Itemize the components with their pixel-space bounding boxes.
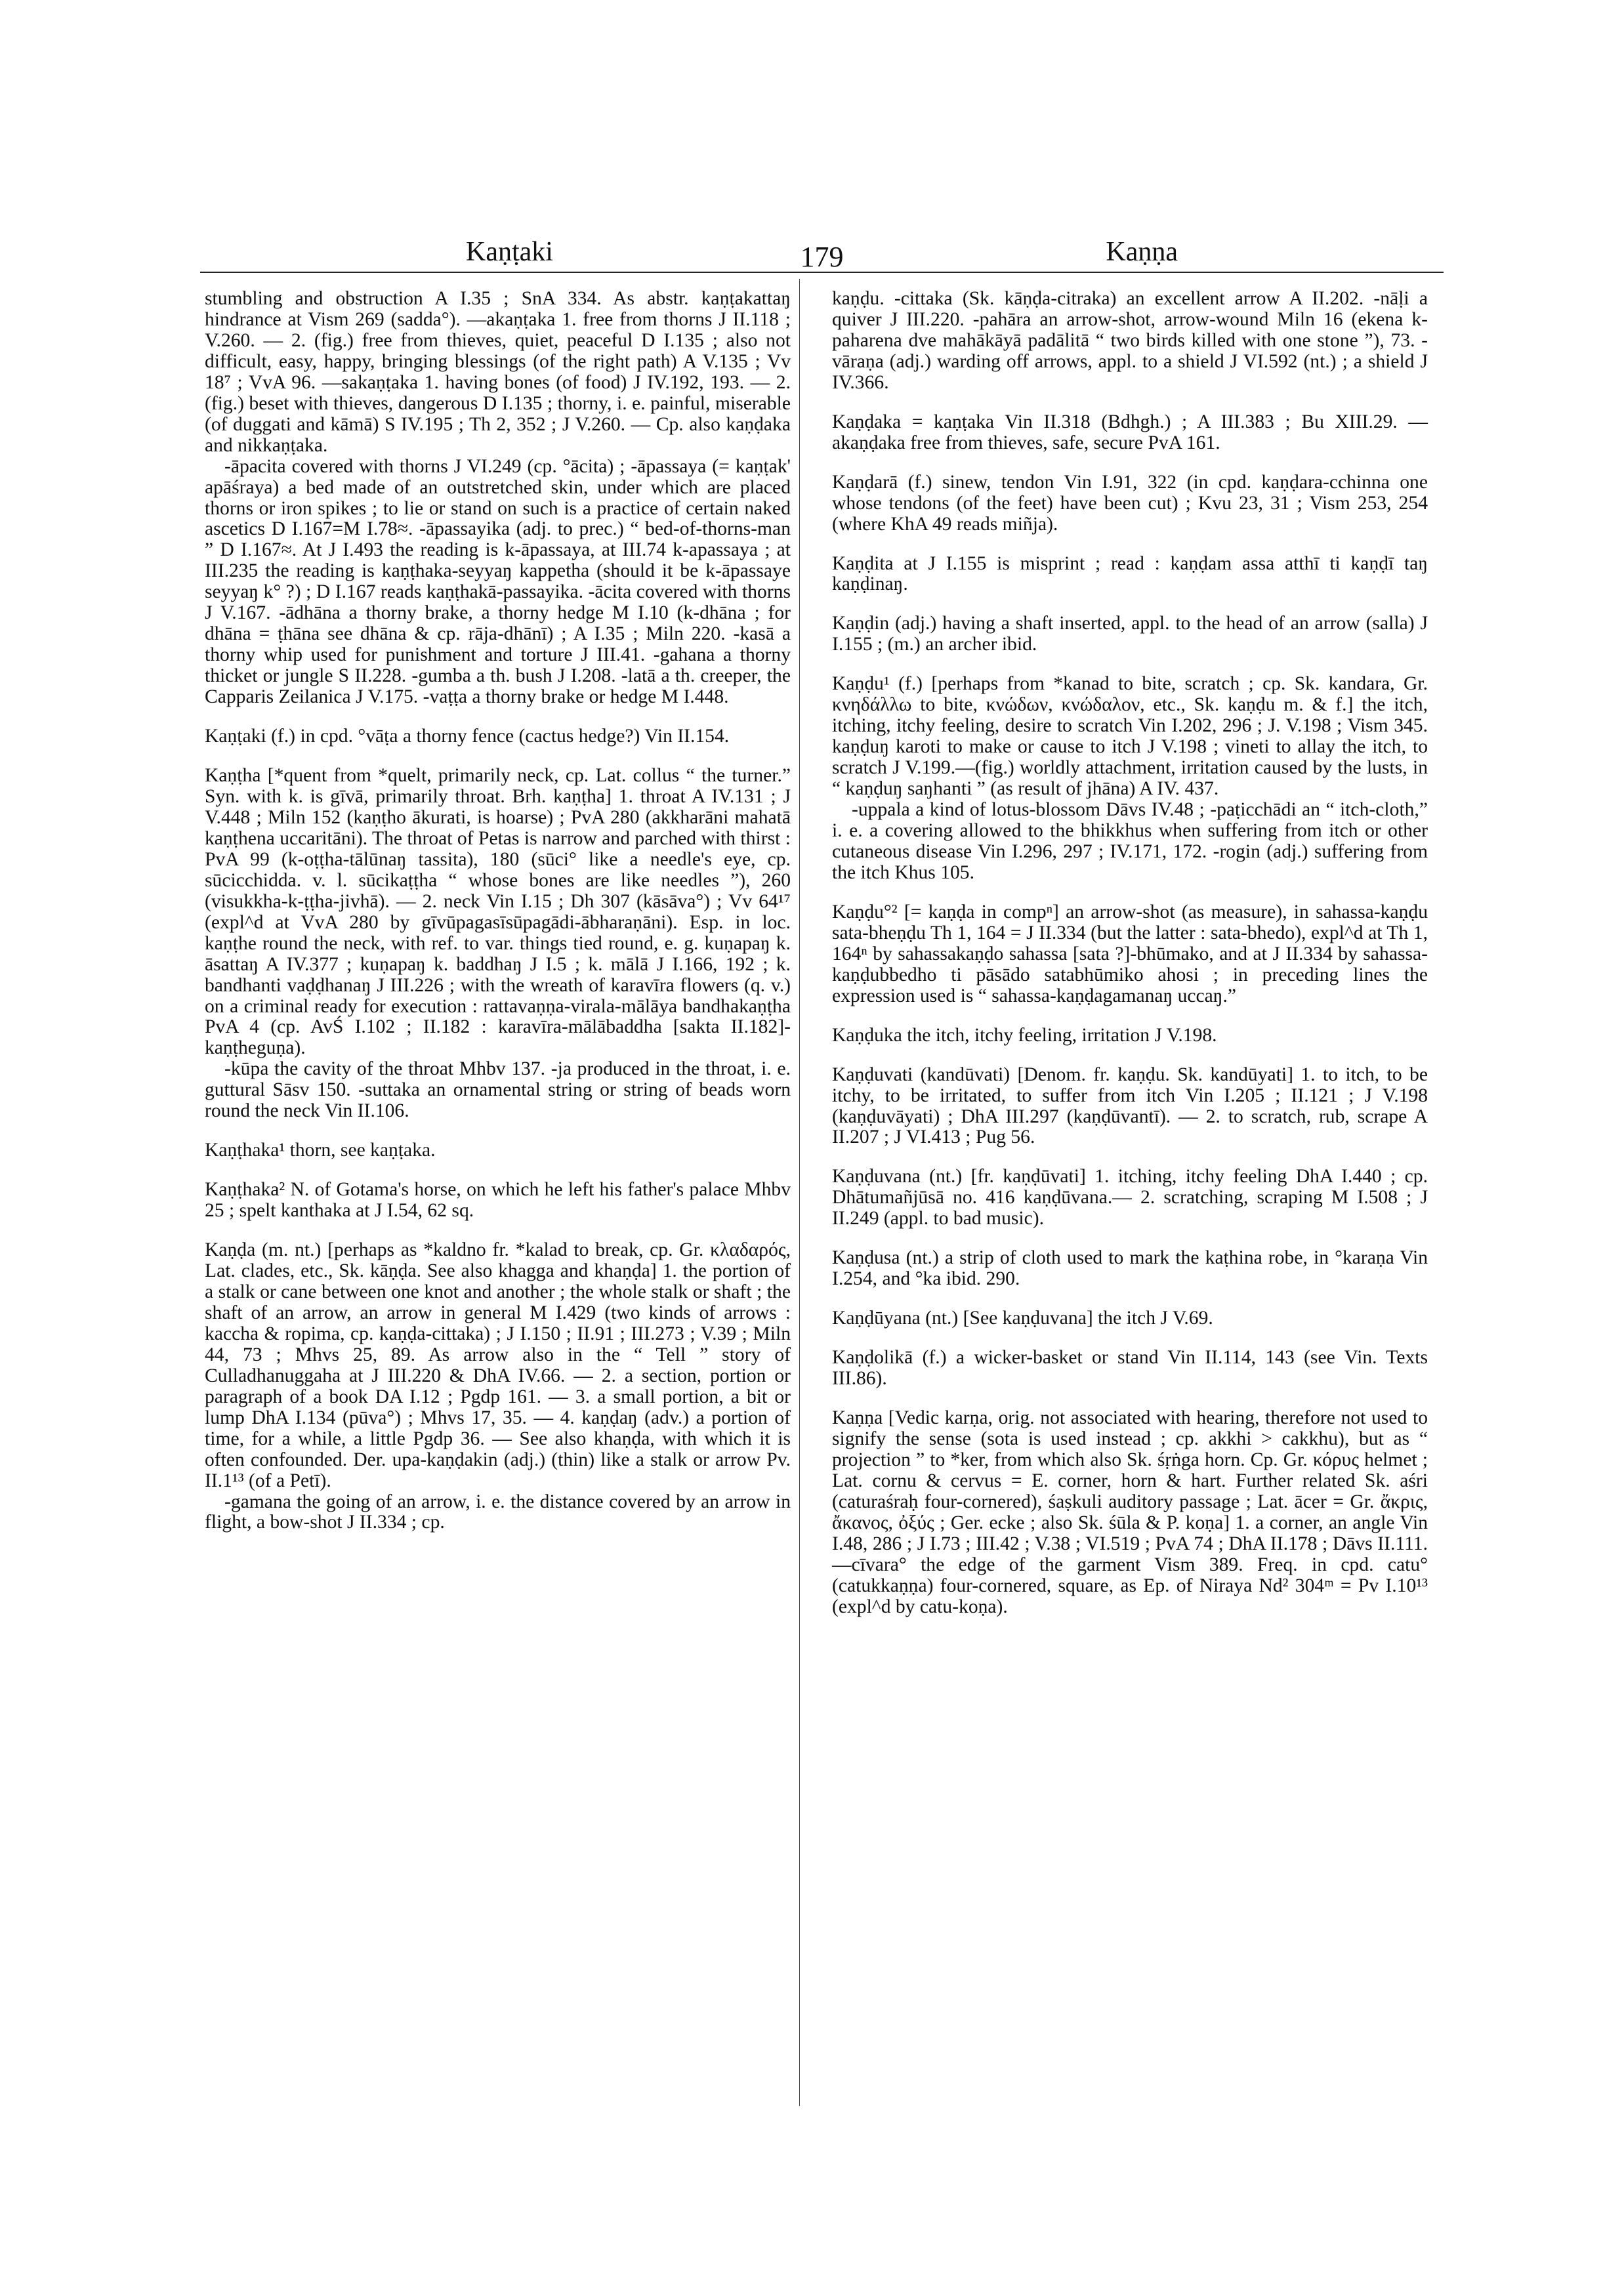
- entry-kanda-compounds: -gamana the going of an arrow, i. e. the distance covered by an arrow in flight, a bow-shot J II.334 ; cp.: [205, 1491, 791, 1533]
- entry-kandu-2: Kaṇḍu°² [= kaṇḍa in compⁿ] an arrow-shot (as measure), in sahassa-kaṇḍu sata-bheṇḍu Th 1, 164 = J II.334 (but the latter : sata-bhedo), expl^d at Th 1, 164ⁿ by sahassakaṇḍo sahassa [sata ?]-bhūmako, and at J II.334 by sahassa-kaṇḍubbedho ti pāsādo satabhūmiko ahosi ; in preceding lines the expression used is “ sahassa-kaṇḍagamanaŋ uccaŋ.”: [832, 901, 1428, 1006]
- entry-kandusa: Kaṇḍusa (nt.) a strip of cloth used to mark the kaṭhina robe, in °karaṇa Vin I.254, and °ka ibid. 290.: [832, 1247, 1428, 1290]
- header-rule: [200, 272, 1444, 273]
- entry-kanduvati: Kaṇḍuvati (kandūvati) [Denom. fr. kaṇḍu. Sk. kandūyati] 1. to itch, to be itchy, to be irritated, to suffer from itch Vin I.205 ; II.121 ; J V.198 (kaṇḍuvāyati) ; DhA III.297 (kaṇḍūvantī). — 2. to scratch, rub, scrape A II.207 ; J VI.413 ; Pug 56.: [832, 1064, 1428, 1148]
- entry-kandita: Kaṇḍita at J I.155 is misprint ; read : kaṇḍam assa atthī ti kaṇḍī taŋ kaṇḍinaŋ.: [832, 552, 1428, 595]
- entry-kandu-1: Kaṇḍu¹ (f.) [perhaps from *kanad to bite, scratch ; cp. Sk. kandara, Gr. κνηδάλλω to bite, κνώδων, κνώδαλον, etc., Sk. kaṇḍu m. & f.] the itch, itching, itchy feeling, desire to scratch Vin I.202, 296 ; J. V.198 ; Vism 345. kaṇḍuŋ karoti to make or cause to itch J V.198 ; vineti to allay the itch, to scratch J V.199.—(fig.) worldly attachment, irritation caused by the lusts, in “ kaṇḍuŋ saŋhanti ” (as result of jhāna) A IV. 437.: [832, 673, 1428, 800]
- entry-kanthaka-2: Kaṇṭhaka² N. of Gotama's horse, on which he left his father's palace Mhbv 25 ; spelt kanthaka at J I.54, 62 sq.: [205, 1179, 791, 1222]
- right-column: [832, 289, 1428, 1618]
- header-left-guideword: Kaṇṭaki: [466, 237, 553, 267]
- entry-kandu-1-compounds: -uppala a kind of lotus-blossom Dāvs IV.48 ; -paṭicchādi an “ itch-cloth,” i. e. a covering allowed to the bhikkhus when suffering from itch or other cutaneous disease Vin I.296, 297 ; IV.171, 172. -rogin (adj.) suffering from the itch Khus 105.: [832, 799, 1428, 883]
- column-divider: [799, 279, 800, 2106]
- header-right-guideword: Kaṇṇa: [1106, 237, 1178, 267]
- running-head: [200, 236, 1444, 276]
- page-number: 179: [800, 241, 844, 273]
- entry-kantaka-continuation: stumbling and obstruction A I.35 ; SnA 334. As abstr. kaṇṭakattaŋ hindrance at Vism 269 (sadda°). —akaṇṭaka 1. free from thorns J II.118 ; V.260. — 2. (fig.) free from thieves, quiet, peaceful D I.135 ; also not difficult, easy, happy, bringing blessings (of the right path) A V.135 ; Vv 18⁷ ; VvA 96. —sakaṇṭaka 1. having bones (of food) J IV.192, 193. — 2. (fig.) beset with thieves, dangerous D I.135 ; thorny, i. e. painful, miserable (of duggati and kāmā) S IV.195 ; Th 2, 352 ; J V.260. — Cp. also kaṇḍaka and nikkaṇṭaka.: [205, 288, 791, 456]
- entry-kanda-continuation: kaṇḍu. -cittaka (Sk. kāṇḍa-citraka) an excellent arrow A II.202. -nāḷi a quiver J III.220. -pahāra an arrow-shot, arrow-wound Miln 16 (ekena k-paharena dve mahākāyā padālitā “ two birds killed with one stone ”), 73. -vāraṇa (adj.) warding off arrows, appl. to a shield J VI.592 (nt.) ; a shield J IV.366.: [832, 288, 1428, 393]
- entry-kantaki: Kaṇṭaki (f.) in cpd. °vāṭa a thorny fence (cactus hedge?) Vin II.154.: [205, 726, 730, 747]
- entry-kantha: Kaṇṭha [*quent from *quelt, primarily neck, cp. Lat. collus “ the turner.” Syn. with k. is gīvā, primarily throat. Brh. kaṇṭha] 1. throat A IV.131 ; J V.448 ; Miln 152 (kaṇṭho ākurati, is hoarse) ; PvA 280 (akkharāni mahatā kaṇṭhena uccaritāni). The throat of Petas is narrow and parched with thirst : PvA 99 (k-oṭṭha-tālūnaŋ tassita), 180 (sūci° like a needle's eye, cp. sūcicchidda. v. l. sūcikaṭṭha “ whose bones are like needles ”), 260 (visukkha-k-ṭṭha-jivhā). — 2. neck Vin I.15 ; Dh 307 (kāsāva°) ; Vv 64¹⁷ (expl^d at VvA 280 by gīvūpagasīsūpagādi-ābharaṇāni). Esp. in loc. kaṇṭhe round the neck, with ref. to var. things tied round, e. g. kuṇapaŋ k. āsattaŋ A IV.377 ; kuṇapaŋ k. baddhaŋ J I.5 ; k. mālā J I.166, 192 ; k. bandhanti vaḍḍhanaŋ J III.226 ; with the wreath of karavīra flowers (q. v.) on a criminal ready for execution : rattavaṇṇa-virala-mālāya bandhakaṇṭha PvA 4 (cp. AvŚ I.102 ; II.182 : karavīra-mālābaddha [sakta II.182]-kaṇṭheguṇa).: [205, 765, 791, 1059]
- entry-kanthaka-1: Kaṇṭhaka¹ thorn, see kaṇṭaka.: [205, 1140, 436, 1161]
- entry-kandin: Kaṇḍin (adj.) having a shaft inserted, appl. to the head of an arrow (salla) J I.155 ; (m.) an archer ibid.: [832, 613, 1428, 655]
- entry-kandolika: Kaṇḍolikā (f.) a wicker-basket or stand Vin II.114, 143 (see Vin. Texts III.86).: [832, 1347, 1428, 1390]
- entry-kantha-compounds: -kūpa the cavity of the throat Mhbv 137. -ja produced in the throat, i. e. guttural Sāsv 150. -suttaka an ornamental string or string of beads worn round the neck Vin II.106.: [205, 1058, 791, 1122]
- entry-kanda: Kaṇḍa (m. nt.) [perhaps as *kaldno fr. *kalad to break, cp. Gr. κλαδαρός, Lat. clades, etc., Sk. kāṇḍa. See also khagga and khaṇḍa] 1. the portion of a stalk or cane between one knot and another ; the whole stalk or shaft ; the shaft of an arrow, an arrow in general M I.429 (two kinds of arrows : kaccha & ropima, cp. kaṇḍa-cittaka) ; J I.150 ; II.91 ; III.273 ; V.39 ; Miln 44, 73 ; Mhvs 25, 89. As arrow also in the “ Tell ” story of Culladhanuggaha at J III.220 & DhA IV.66. — 2. a section, portion or paragraph of a book DA I.12 ; Pgdp 161. — 3. a small portion, a bit or lump DhA I.134 (pūva°) ; Mhvs 17, 35. — 4. kaṇḍaŋ (adv.) a portion of time, for a while, a little Pgdp 36. — See also khaṇḍa, with which it is often confounded. Der. upa-kaṇḍakin (adj.) (thin) like a stalk or arrow Pv. II.1¹³ (of a Petī).: [205, 1239, 791, 1491]
- entry-kanduyana: Kaṇḍūyana (nt.) [See kaṇḍuvana] the itch J V.69.: [832, 1308, 1213, 1329]
- entry-kantaka-compounds: -āpacita covered with thorns J VI.249 (cp. °ācita) ; -āpassaya (= kaṇṭak' apāśraya) a bed made of an outstretched skin, under which are placed thorns or iron spikes ; to lie or stand on such is a practice of certain naked ascetics D I.167=M I.78≈. -āpassayika (adj. to prec.) “ bed-of-thorns-man ” D I.167≈. At J I.493 the reading is k-āpassaya, at III.74 k-apassaya ; at III.235 the reading is kaṇṭhaka-seyyaŋ kappetha (should it be k-āpassaye seyyaŋ k° ?) ; D I.167 reads kaṇṭhakā-passayika. -ācita covered with thorns J V.167. -ādhāna a thorny brake, a thorny hedge M I.10 (k-dhāna ; for dhāna = ṭhāna see dhāna & cp. rāja-dhānī) ; A I.35 ; Miln 220. -kasā a thorny whip used for punishment and torture J III.41. -gahana a thorny thicket or jungle S II.228. -gumba a th. bush J I.208. -latā a th. creeper, the Capparis Zeilanica J V.175. -vaṭṭa a thorny brake or hedge M I.448.: [205, 455, 791, 708]
- entry-kanduvana: Kaṇḍuvana (nt.) [fr. kaṇḍūvati] 1. itching, itchy feeling DhA I.440 ; cp. Dhātumañjūsā no. 416 kaṇḍūvana.— 2. scratching, scraping M I.508 ; J II.249 (appl. to bad music).: [832, 1166, 1428, 1230]
- left-column: [205, 289, 791, 1533]
- entry-kandaka: Kaṇḍaka = kaṇṭaka Vin II.318 (Bdhgh.) ; A III.383 ; Bu XIII.29. —akaṇḍaka free from thieves, safe, secure PvA 161.: [832, 411, 1428, 453]
- entry-kanduka: Kaṇḍuka the itch, itchy feeling, irritation J V.198.: [832, 1024, 1217, 1046]
- entry-kanna: Kaṇṇa [Vedic karṇa, orig. not associated with hearing, therefore not used to signify the sense (sota is used instead ; cp. akkhi > cakkhu), but as “ projection ” to *ker, from which also Sk. śṛṅga horn. Cp. Gr. κόρυς helmet ; Lat. cornu & cervus = E. corner, horn & hart. Further related Sk. aśri (caturaśraḥ four-cornered), śaṣkuli auditory passage ; Lat. ācer = Gr. ἄκρις, ἄκανος, ὀξύς ; Ger. ecke ; also Sk. śūla & P. koṇa] 1. a corner, an angle Vin I.48, 286 ; J I.73 ; III.42 ; V.38 ; VI.519 ; PvA 74 ; DhA II.178 ; Dāvs II.111. —cīvara° the edge of the garment Vism 389. Freq. in cpd. catu° (catukkaṇṇa) four-cornered, square, as Ep. of Niraya Nd² 304ᵐ = Pv I.10¹³ (expl^d by catu-koṇa).: [832, 1407, 1428, 1617]
- entry-kandara: Kaṇḍarā (f.) sinew, tendon Vin I.91, 322 (in cpd. kaṇḍara-cchinna one whose tendons (of the feet) have been cut) ; Kvu 23, 31 ; Vism 253, 254 (where KhA 49 reads miñja).: [832, 471, 1428, 535]
